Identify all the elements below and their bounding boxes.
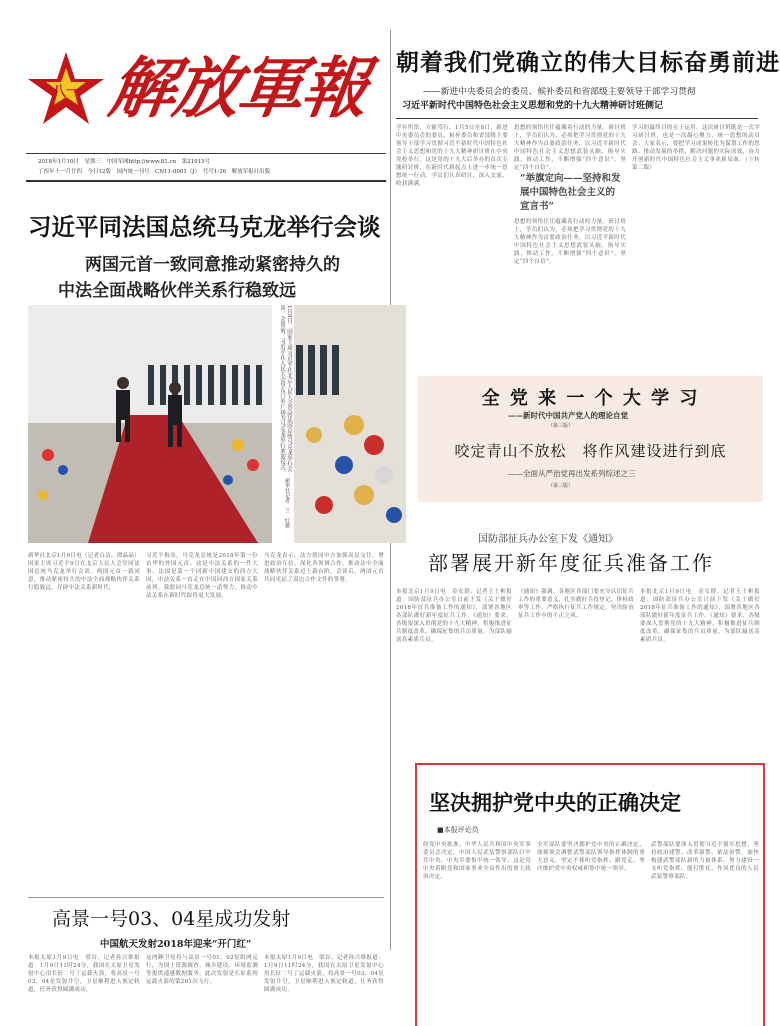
satellite-headline: 高景一号03、04星成功发射: [52, 908, 291, 930]
conscription-headline: 部署展开新年度征兵准备工作: [428, 551, 714, 575]
promo-subhead: ——新时代中国共产党人的理论自觉: [508, 411, 628, 420]
editorial-headline: 坚决拥护党中央的正确决定: [429, 790, 681, 815]
lead-story-headline: 习近平同法国总统马克龙举行会谈: [28, 213, 381, 241]
promo-headline: 全 党 来 一 个 大 学 习: [481, 388, 700, 409]
top-story-body: 思想的领悟往往蕴藏着行动的力量。研讨班上，学员们认为，必须把学习贯彻党的十九大精神作为首要政治任务，以习近平新时代中国特色社会主义思想武装头脑、指导实践、推动工作，不断增强“四个意识”，坚定“四个自信”。: [514, 125, 626, 171]
army-emblem-icon: [26, 50, 106, 130]
satellite-body: 这两颗卫星将与高景一号01、02星组网运行，为国土资源调查、城乡建设、环境监测等提供遥感数据服务。此次发射是长征系列运载火箭的第261次飞行。: [146, 955, 258, 985]
top-story-body: 思想的领悟往往蕴藏着行动的力量。研讨班上，学员们认为，必须把学习贯彻党的十九大精神作为首要政治任务，以习近平新时代中国特色社会主义思想武装头脑、指导实践、推动工作，不断增强“四个意识”，坚定“四个自信”。: [514, 219, 626, 265]
lunar-line: 丁酉年十一月廿四 今日12版 国内统一刊号：CN11-0001（J） 代号1-26 解放军报社出版: [38, 169, 271, 175]
lead-story-subhead: 中法全面战略伙伴关系行稳致远: [58, 281, 296, 301]
top-story-section-title: “举旗定向——坚持和发展中国特色社会主义的宣言书”: [520, 173, 621, 212]
top-story-headline: 朝着我们党确立的伟大目标奋勇前进: [396, 49, 780, 76]
promo-subhead: ——全面从严治党再出发系列综述之三: [508, 469, 636, 478]
date-line: 2018年1月10日 星期三 中国军网http://www.81.cn 第21915号: [38, 159, 211, 165]
lead-story-body: 马克龙表示，法方愿同中方加强高层交往，增进政治互信，深化各领域合作，推动法中全面战略伙伴关系迈上新台阶。会谈后，两国元首共同见证了双边合作文件的签署。: [264, 553, 384, 583]
photo-credit: 新华社记者 兰 红摄: [284, 478, 290, 528]
editorial-box: [415, 763, 765, 1026]
editorial-body: 武警部队要深入贯彻习近平强军思想，坚持政治建警、改革强警、依法治警，加快构建武警部队新的力量体系，努力建设一支听党指挥、能打胜仗、作风优良的人民武装警察部队。: [651, 842, 759, 880]
lead-story-body: 新华社北京1月9日电（记者白洁、谭晶晶）国家主席习近平9日在北京人民大会堂同法国总统马克龙举行会谈。两国元首一致同意，推动紧密持久的中法全面战略伙伴关系行稳致远，开辟中法关系新时代。: [28, 553, 140, 591]
conscription-kicker: 国防部征兵办公室下发《通知》: [478, 534, 618, 545]
lead-story-body: 习近平指出，马克龙总统是2018年第一位访华的外国元首。这是中法关系的一件大事。法国是第一个同新中国建交的西方大国，中法关系一直走在中国同西方国家关系前列。我愿同马克龙总统一道努力，推动中法关系在新时代取得更大发展。: [146, 553, 258, 599]
conscription-body: 《通知》强调，各地区各部门要充分认识征兵工作的重要意义，扎实做好兵役登记、体检政审等工作，严格执行征兵工作规定，坚决防治征兵工作中的不正之风。: [518, 589, 635, 619]
promo-page-ref: （第三版）: [548, 423, 574, 429]
top-story-subhead: 习近平新时代中国特色社会主义思想和党的十九大精神研讨班侧记: [402, 101, 664, 111]
svg-text:八一: 八一: [52, 84, 80, 100]
photo-caption: 1月9日，国家主席习近平在北京人民大会堂同法国总统马克龙举行会谈。会谈前，习近平在人民大会堂东门外广场为马克龙举行欢迎仪式。: [279, 305, 292, 476]
promo-box: [418, 376, 763, 502]
masthead: [26, 30, 386, 170]
top-story-body: 学有所悟，方能笃行。1月5日至8日，新进中央委员会的委员、候补委员和省部级主要领导干部学习贯彻习近平新时代中国特色社会主义思想和党的十九大精神研讨班在中央党校举行。这是党的十九大后举办的首次专题研讨班，在新时代新起点上进一步统一思想统一行动。学员们认真研讨，深入交流，收获满满。: [396, 125, 508, 187]
promo-headline: 咬定青山不放松 将作风建设进行到底: [454, 442, 727, 460]
editorial-body: 全军部队要坚决拥护党中央的正确决定，深刻领会调整武警部队领导指挥体制的重大意义，坚定不移听党指挥、跟党走，坚决维护党中央权威和集中统一领导。: [537, 842, 645, 872]
lead-story-subhead: 两国元首一致同意推动紧密持久的: [85, 255, 340, 275]
lead-story-photo: [28, 305, 272, 543]
editorial-byline: ■本报评论员: [437, 826, 479, 834]
satellite-body: 本报太原1月9日电 梁谷、记者孙兴维报道：1月9日11时24分，我国在太原卫星发射中心用长征二号丁运载火箭，将高景一号03、04星发射升空，卫星顺利进入预定轨道，任务获得圆满成功。: [28, 955, 140, 993]
conscription-body: 本报北京1月9日电 金女群、记者王士彬报道：国防部征兵办公室日前下发《关于做好2018年征兵准备工作的通知》，部署各地区各部队做好新年度征兵工作。《通知》要求，各级要深入贯彻党的十九大精神，积极推进征兵制度改革，确保征集的兵员质量，为部队输送高素质兵员。: [640, 589, 760, 643]
top-story-body: 学习的最终目的在于运用。这次研讨班既是一次学习研讨班，也是一次凝心聚力、统一思想的动员会。大家表示，要把学习成果转化为谋划工作的思路、推动发展的举措、解决问题的实际成效，奋力开创新时代中国特色社会主义事业新局面。（下转第二版）: [632, 125, 760, 171]
top-story-subhead: ——新进中央委员会的委员、候补委员和省部级主要领导干部学习贯彻: [423, 87, 696, 97]
newspaper-title: 解放軍報: [104, 49, 372, 127]
lead-story-photo-2: [294, 305, 406, 543]
editorial-body: 经党中央批准，中华人民共和国中央军事委员会决定，中国人民武装警察部队归中共中央、中央军委集中统一领导。这是党中央着眼党和国家事业全局作出的重大政治决定。: [423, 842, 531, 880]
satellite-body: 本报太原1月9日电 梁谷、记者孙兴维报道：1月9日11时24分，我国在太原卫星发射中心用长征二号丁运载火箭，将高景一号03、04星发射升空，卫星顺利进入预定轨道，任务获得圆满成功。: [264, 955, 384, 993]
conscription-body: 本报北京1月9日电 金女群、记者王士彬报道：国防部征兵办公室日前下发《关于做好2018年征兵准备工作的通知》，部署各地区各部队做好新年度征兵工作。《通知》要求，各级要深入贯彻党的十九大精神，积极推进征兵制度改革，确保征集的兵员质量，为部队输送高素质兵员。: [396, 589, 513, 643]
promo-page-ref: （第三版）: [548, 483, 574, 489]
satellite-subhead: 中国航天发射2018年迎来“开门红”: [100, 939, 252, 950]
